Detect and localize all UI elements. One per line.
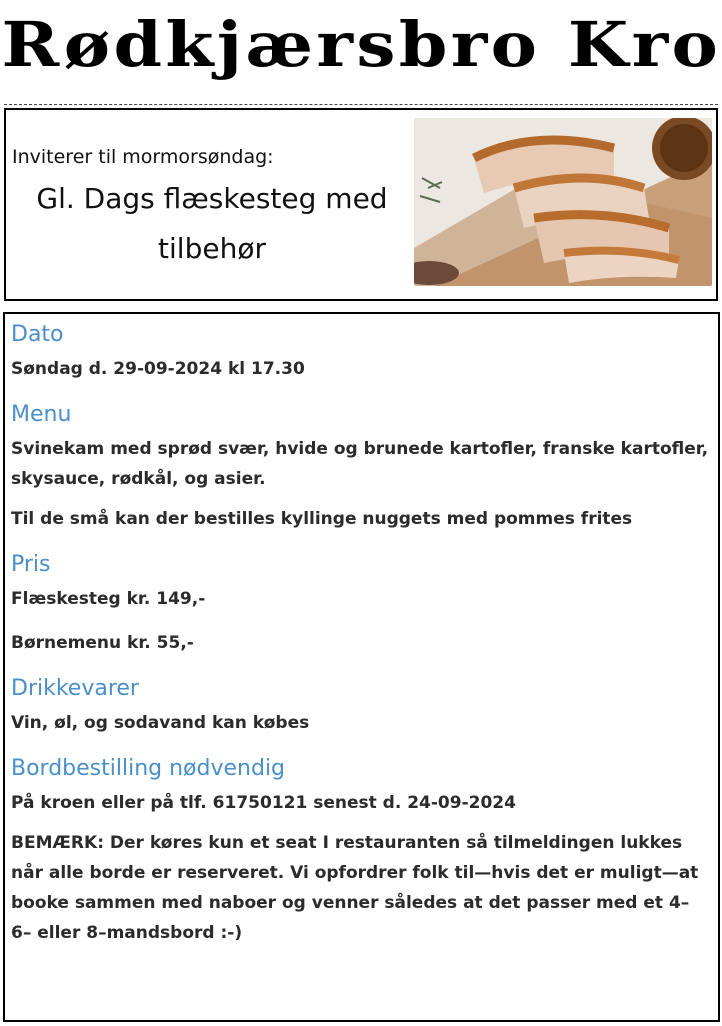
info-content (11, 320, 711, 948)
date-text: Søndag d. 29-09-2024 kl 17.30 (11, 359, 305, 379)
hero-title-line2: tilbehør (158, 232, 266, 265)
price-kids: Børnemenu kr. 55,- (11, 633, 194, 653)
hero-text (12, 146, 412, 274)
section-heading-booking: Bordbestilling nødvendig (11, 756, 286, 781)
section-heading-pris: Pris (11, 552, 51, 577)
hero-title-line1: Gl. Dags flæskesteg med (36, 182, 388, 215)
masthead (0, 0, 722, 96)
drinks-text: Vin, øl, og sodavand kan købes (11, 713, 310, 733)
booking-text: På kroen eller på tlf. 61750121 senest d. 24-09-2024 (11, 793, 516, 813)
section-heading-menu: Menu (11, 402, 72, 427)
header-divider (4, 104, 718, 105)
menu-text: Svinekam med sprød svær, hvide og brunede kartofler, franske kartofler, skysauce, rødkål, og asier. (11, 439, 709, 489)
section-heading-drikke: Drikkevarer (11, 676, 139, 701)
info-box (3, 312, 720, 1022)
hero-subtitle: Inviterer til mormorsøndag: (12, 146, 274, 168)
section-heading-dato: Dato (11, 322, 64, 347)
page-title: Rødkjærsbro Kro (1, 8, 721, 81)
kids-menu-text: Til de små kan der bestilles kyllinge nuggets med pommes frites (11, 509, 633, 529)
roast-pork-image (414, 118, 712, 286)
roast-pork-photo (414, 118, 712, 286)
booking-note: BEMÆRK: Der køres kun et seat I restauranten så tilmeldingen lukkes når alle borde er reserveret. Vi opfordrer folk til—hvis det er muligt—at booke sammen med naboer og venner således at det passer med et 4– 6– eller 8–mandsbord :-) (11, 833, 699, 943)
hero-box (4, 108, 718, 301)
price-roast: Flæskesteg kr. 149,- (11, 589, 206, 609)
